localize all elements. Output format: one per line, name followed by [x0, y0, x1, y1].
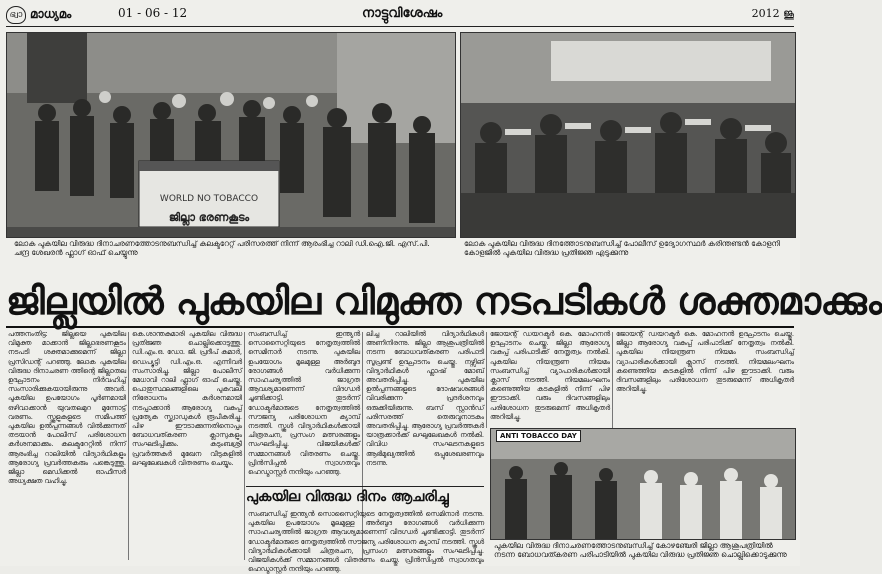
column-divider: [244, 332, 245, 560]
issue-date: 01 - 06 - 12: [118, 6, 188, 20]
bottom-photo-caption: പുകയില വിരുദ്ധ ദിനാചരണത്തോടനുബന്ധിച്ച് കോഴഞ്ചേരി ജില്ലാ ആശുപത്രിയിൽ നടന്ന ബോധവത്കരണ പരിപാടിയിൽ പുകയില വിരുദ്ധ പ്രതിജ്ഞ ചൊല്ലിക്കൊടുക്കുന്നു: [494, 541, 787, 559]
sub-headline: പുകയില വിരുദ്ധ ദിനം ആചരിച്ചു: [246, 486, 484, 507]
column-text: സംബന്ധിച്ച് ഇന്ത്യൻ സൊസൈറ്റിയുടെ നേതൃത്വത്തിൽ സെമിനാർ നടന്നു. പുകയില ഉപയോഗം മൂലമുള്ള അർബുദ രോഗങ്ങൾ വർധിക്കുന്ന സാഹചര്യത്തിൽ ജാഗ്രത ആവശ്യമാണെന്ന് വിദഗ്ധർ ചൂണ്ടിക്കാട്ടി. തുടർന്ന് ഡോക്ടർമാരുടെ നേതൃത്വത്തിൽ സൗജന്യ പരിശോധന ക്യാമ്പ് നടത്തി. സ്കൂൾ വിദ്യാർഥികൾക്കായി ചിത്രരചന, പ്രസംഗ മത്സരങ്ങളും സംഘടിപ്പിച്ചു. വിജയികൾക്ക് സമ്മാനങ്ങൾ വിതരണം ചെയ്തു. പ്രിൻസിപ്പൽ സ്വാഗതവും ഹെഡ്മാസ്റ്റർ നന്ദിയും പറഞ്ഞു.: [248, 510, 484, 574]
column-divider: [128, 332, 129, 560]
column-text: ലിച്ച റാലിയിൽ വിദ്യാർഥികൾ അണിനിരന്നു. ജില്ലാ ആശുപത്രിയിൽ നടന്ന ബോധവത്കരണ പരിപാടി സൂപ്രണ്ട് ഉദ്ഘാടനം ചെയ്തു. നഴ്സിങ് വിദ്യാർഥികൾ ഫ്ലാഷ് മോബ് അവതരിപ്പിച്ചു. പുകയില ഉൽപ്പന്നങ്ങളുടെ ദോഷവശങ്ങൾ വിവരിക്കുന്ന പ്രദർശനവും ഒരുക്കിയിരുന്നു. ബസ് സ്റ്റാൻഡ് പരിസരത്ത് തെരുവുനാടകം അവതരിപ്പിച്ചു. ആരോഗ്യ പ്രവർത്തകർ യാത്രക്കാർക്ക് ലഘുലേഖകൾ നൽകി. വിവിധ സംഘടനകളുടെ ആഭിമുഖ്യത്തിൽ ഒപ്പുശേഖരണവും നടന്നു.: [366, 330, 484, 467]
article-column-sub: [248, 510, 484, 574]
left-photo-caption: ലോക പുകയില വിരുദ്ധ ദിനാചരണത്തോടനുബന്ധിച്ച് കലക്ടറേറ്റ് പരിസരത്ത് നിന്ന് ആരംഭിച്ച റാലി ഡി.ഐ.ജി. എസ്.പി. ചന്ദ്ര ശേഖരൻ ഫ്ലാഗ് ഓഫ് ചെയ്യുന്നു: [14, 239, 430, 257]
column-text: പത്തനംതിട്ട: ജില്ലയെ പുകയില വിമുക്ത മാക്കാൻ ജില്ലാഭരണകൂടം നടപടി ശക്തമാക്കുമെന്ന് ജില്ലാ പ്രസിഡന്റ് പറഞ്ഞു. ലോക പുകയില വിരുദ്ധ ദിനാചരണ ത്തിന്റെ ജില്ലാതല ഉദ്ഘാടനം നിർവഹിച്ച് സംസാരിക്കുകയായിരുന്നു അവർ. പുകയില ഉപയോഗം പൂർണമായി ഒഴിവാക്കാൻ യുവതലമുറ മുന്നോട്ട് വരണം. സ്കൂളുകളുടെ സമീപത്ത് പുകയില ഉൽപ്പന്നങ്ങൾ വിൽക്കുന്നത് തടയാൻ പോലീസ് പരിശോധന കർശനമാക്കും. കലക്ടറേറ്റിൽ നിന്ന് ആരംഭിച്ച റാലിയിൽ വിദ്യാർഥികളും ആരോഗ്യ പ്രവർത്തകരും പങ്കെടുത്തു. ജില്ലാ മെഡിക്കൽ ഓഫീസർ അധ്യക്ഷത വഹിച്ചു.: [8, 330, 126, 486]
publication-name: മാധ്യമം: [30, 7, 72, 21]
banner-text: WORLD NO TOBACCO: [159, 194, 259, 204]
column-text: കെ.ശാന്തകുമാരി പുകയില വിരുദ്ധ പ്രതിജ്ഞ ചൊല്ലിക്കൊടുത്തു. ഡി.എം.ഒ. ഡോ. ജി. പ്രദീപ് കുമാർ, ഡെപ്യൂട്ടി ഡി.എം.ഒ. എന്നിവർ സംസാരിച്ചു. ജില്ലാ പോലീസ് മേധാവി റാലി ഫ്ലാഗ് ഓഫ് ചെയ്തു. പൊതുസ്ഥലങ്ങളിലെ പുകവലി നിരോധനം കർശനമായി നടപ്പാക്കാൻ ആരോഗ്യ വകുപ്പ് പ്രത്യേക സ്ക്വാഡുകൾ രൂപീകരിച്ചു. പിഴ ഈടാക്കുന്നതിനൊപ്പം ബോധവത്കരണ ക്ലാസുകളും സംഘടിപ്പിക്കും. കുടുംബശ്രീ പ്രവർത്തകർ മുഖേന വീടുകളിൽ ലഘുലേഖകൾ വിതരണം ചെയ്യും.: [132, 330, 242, 467]
column-divider: [486, 332, 487, 428]
masthead-logo: ഭ്വാ: [6, 6, 26, 24]
article-column-5: [490, 330, 610, 424]
column-text: ജോയന്റ് ഡയറക്ടർ കെ. മോഹനൻ ഉദ്ഘാടനം ചെയ്തു. ജില്ലാ ആരോഗ്യ വകുപ്പ് പരിപാടിക്ക് നേതൃത്വം നൽകി. പുകയില നിയന്ത്രണ നിയമം സംബന്ധിച്ച് വ്യാപാരികൾക്കായി ക്ലാസ് നടത്തി. നിയമലംഘനം കണ്ടെത്തിയ കടകളിൽ നിന്ന് പിഴ ഈടാക്കി. വരും ദിവസങ്ങളിലും പരിശോധന തുടരുമെന്ന് അധികൃതർ അറിയിച്ചു.: [616, 330, 794, 394]
right-photo-caption: ലോക പുകയില വിരുദ്ധ ദിനത്തോടനുബന്ധിച്ച് പോലീസ് ഉദ്യോഗസ്ഥർ കരിന്തണ്ടൻ കോളനി കോളജിൽ പുകയില വിരുദ്ധ പ്രതിജ്ഞ എടുക്കുന്നു: [464, 239, 780, 257]
article-column-4: [366, 330, 484, 480]
page-header: [6, 4, 794, 27]
main-headline: ജില്ലയിൽ പുകയില വിമുക്ത നടപടികൾ ശക്തമാക്കും: [6, 276, 794, 328]
banner-text-ml: ജില്ലാ ഭരണകൂടം: [168, 211, 250, 224]
article-column-1: [8, 330, 126, 560]
article-column-2: [132, 330, 242, 560]
article-column-6: [616, 330, 794, 424]
section-title: നാട്ടുവിശേഷം: [362, 6, 443, 21]
anti-tobacco-badge: ANTI TOBACCO DAY: [496, 430, 581, 442]
hospital-photo: [490, 428, 796, 540]
article-column-3: [248, 330, 360, 482]
rally-photo: [6, 32, 456, 238]
year-label: 2012 ജൂ: [751, 7, 794, 20]
pledge-photo: [460, 32, 796, 238]
column-divider: [612, 332, 613, 428]
column-text: ജോയന്റ് ഡയറക്ടർ കെ. മോഹനൻ ഉദ്ഘാടനം ചെയ്തു. ജില്ലാ ആരോഗ്യ വകുപ്പ് പരിപാടിക്ക് നേതൃത്വം നൽകി. പുകയില നിയന്ത്രണ നിയമം സംബന്ധിച്ച് വ്യാപാരികൾക്കായി ക്ലാസ് നടത്തി. നിയമലംഘനം കണ്ടെത്തിയ കടകളിൽ നിന്ന് പിഴ ഈടാക്കി. വരും ദിവസങ്ങളിലും പരിശോധന തുടരുമെന്ന് അധികൃതർ അറിയിച്ചു.: [490, 330, 610, 421]
column-text: സംബന്ധിച്ച് ഇന്ത്യൻ സൊസൈറ്റിയുടെ നേതൃത്വത്തിൽ സെമിനാർ നടന്നു. പുകയില ഉപയോഗം മൂലമുള്ള അർബുദ രോഗങ്ങൾ വർധിക്കുന്ന സാഹചര്യത്തിൽ ജാഗ്രത ആവശ്യമാണെന്ന് വിദഗ്ധർ ചൂണ്ടിക്കാട്ടി. തുടർന്ന് ഡോക്ടർമാരുടെ നേതൃത്വത്തിൽ സൗജന്യ പരിശോധന ക്യാമ്പ് നടത്തി. സ്കൂൾ വിദ്യാർഥികൾക്കായി ചിത്രരചന, പ്രസംഗ മത്സരങ്ങളും സംഘടിപ്പിച്ചു. വിജയികൾക്ക് സമ്മാനങ്ങൾ വിതരണം ചെയ്തു. പ്രിൻസിപ്പൽ സ്വാഗതവും ഹെഡ്മാസ്റ്റർ നന്ദിയും പറഞ്ഞു.: [248, 330, 360, 477]
